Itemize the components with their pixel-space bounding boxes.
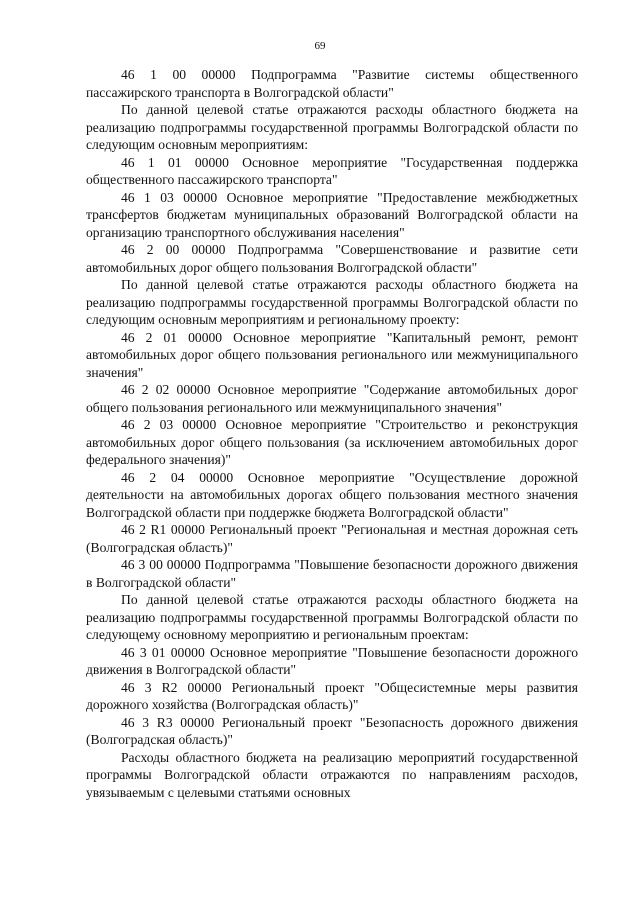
paragraph-subprogram-46-1: 46 1 00 00000 Подпрограмма "Развитие системы общественного пассажирского транспорта в Волгоградской области" (86, 67, 578, 100)
paragraph-subprogram-46-3: 46 3 00 00000 Подпрограмма "Повышение безопасности дорожного движения в Волгоградской области" (86, 557, 578, 590)
paragraph-project-46-3-r2: 46 3 R2 00000 Региональный проект "Общесистемные меры развития дорожного хозяйства (Волгоградская область)" (86, 679, 578, 712)
paragraph-measure-46-2-04: 46 2 04 00000 Основное мероприятие "Осуществление дорожной деятельности на автомобильных дорогах общего пользования местного значения Волгоградской области при поддержке бюджета Волгоградской области" (86, 469, 578, 520)
paragraph-description: По данной целевой статье отражаются расходы областного бюджета на реализацию подпрограммы государственной программы Волгоградской области по следующим основным мероприятиям: (86, 102, 578, 152)
paragraph-project-46-2-r1: 46 2 R1 00000 Региональный проект "Региональная и местная дорожная сеть (Волгоградская область)" (86, 522, 578, 555)
paragraph-measure-46-2-01: 46 2 01 00000 Основное мероприятие "Капитальный ремонт, ремонт автомобильных дорог общего пользования регионального или межмуниципального значения" (86, 329, 578, 380)
paragraph-measure-46-2-02: 46 2 02 00000 Основное мероприятие "Содержание автомобильных дорог общего пользования регионального или межмуниципального значения" (86, 382, 578, 415)
document-body (86, 66, 578, 801)
paragraph-project-46-3-r3: 46 3 R3 00000 Региональный проект "Безопасность дорожного движения (Волгоградская область)" (86, 714, 578, 747)
paragraph-measure-46-2-03: 46 2 03 00000 Основное мероприятие "Строительство и реконструкция автомобильных дорог общего пользования (за исключением автомобильных дорог федерального значения)" (86, 417, 578, 467)
page-number: 69 (314, 40, 326, 52)
paragraph-measure-46-1-01: 46 1 01 00000 Основное мероприятие "Государственная поддержка общественного пассажирского транспорта" (86, 154, 578, 187)
paragraph-subprogram-46-2: 46 2 00 00000 Подпрограмма "Совершенствование и развитие сети автомобильных дорог общего пользования Волгоградской области" (86, 242, 578, 275)
paragraph-measure-46-1-03: 46 1 03 00000 Основное мероприятие "Предоставление межбюджетных трансфертов бюджетам муниципальных образований Волгоградской области на организацию транспортного обслуживания населения" (86, 189, 578, 240)
paragraph-expenses-note: Расходы областного бюджета на реализацию мероприятий государственной программы Волгоградской области отражаются по направлениям расходов, увязываемым с целевыми статьями основных (86, 749, 578, 800)
paragraph-description: По данной целевой статье отражаются расходы областного бюджета на реализацию подпрограммы государственной программы Волгоградской области по следующим основным мероприятиям и региональному проекту: (86, 277, 578, 327)
paragraph-description: По данной целевой статье отражаются расходы областного бюджета на реализацию подпрограммы государственной программы Волгоградской области по следующему основному мероприятию и региональным проектам: (86, 592, 578, 642)
paragraph-measure-46-3-01: 46 3 01 00000 Основное мероприятие "Повышение безопасности дорожного движения в Волгоградской области" (86, 644, 578, 677)
